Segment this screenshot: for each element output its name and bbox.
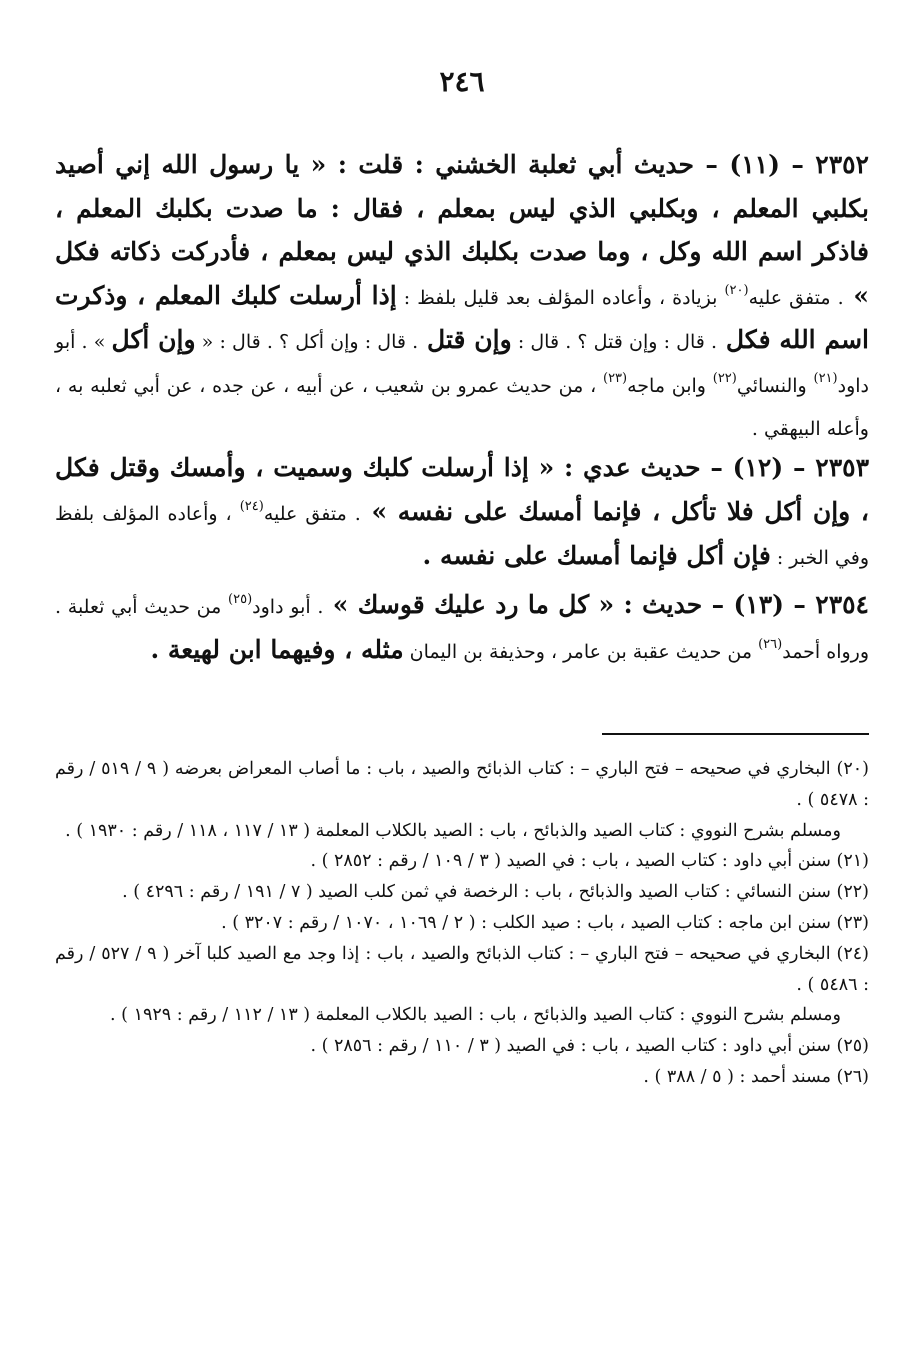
commentary-text: ، من حديث عمرو بن شعيب ، عن أبيه ، عن جده ، عن أبي ثعلبه به ، وأعله البيهقي . [55,374,869,440]
hadith-text-bold: فإن أكل فإنما أمسك على نفسه . [422,541,771,570]
hadith-text-bold: ٢٣٥٢ – (١١) – حديث أبي ثعلبة الخشني : قلت : « يا رسول الله إني أصيد بكلبي المعلم ، وبكلبي الذي ليس بمعلم ، فقال : ما صدت بكلبك المعلم ، فاذكر اسم الله وكل ، وما صدت بكلبك الذي ليس بمعلم ، فأدركت ذكاته فكل » [55,150,869,310]
footnote-ref: (٢١) [813,370,838,386]
hadith-text-bold: مثله ، وفيهما ابن لهيعة . [150,634,404,664]
footnote-separator [602,733,869,735]
commentary-text: من حديث أبي ثعلبة . ورواه أحمد [55,596,869,663]
commentary-text: . قال : وإن قتل ؟ . قال : [511,331,718,353]
page-number: ٢٤٦ [439,65,485,98]
commentary-text: ، وأعاده المؤلف بلفظ وفي الخبر : [55,502,869,569]
footnote-21: (٢١) سنن أبي داود : كتاب الصيد ، باب : في الصيد ( ٣ / ١٠٩ / رقم : ٢٨٥٢ ) . [310,851,869,872]
hadith-text-bold: إذا أرسلت كلبك المعلم ، وذكرت اسم الله فكل [55,280,869,354]
footnote-ref: (٢٦) [758,636,783,652]
hadith-text-bold: وإن أكل [111,325,196,354]
footnote-ref: (٢٠) [724,282,749,298]
commentary-text: بزيادة ، وأعاده المؤلف بعد قليل بلفظ : [396,286,725,309]
hadith-entry-2352 [55,144,869,451]
hadith-text-bold: ٢٣٥٤ – (١٣) – حديث : « كل ما رد عليك قوسك » [323,590,869,619]
footnote-20: (٢٠) البخاري في صحيحه – فتح الباري – : كتاب الذبائح والصيد ، باب : ما أصاب المعراض بعرضه ( ٩ / ٥١٩ / رقم : ٥٤٧٨ ) . [55,759,869,810]
footnote-24-continued: ومسلم بشرح النووي : كتاب الصيد والذبائح ، باب : الصيد بالكلاب المعلمة ( ١٣ / ١١٢ / رقم : ١٩٢٩ ) . [110,1005,841,1026]
footnote-ref: (٢٣) [602,370,628,386]
footnote-24: (٢٤) البخاري في صحيحه – فتح الباري – : كتاب الذبائح والصيد ، باب : إذا وجد مع الصيد كلبا آخر ( ٩ / ٥٢٧ / رقم : ٥٤٨٦ ) . [55,943,869,995]
commentary-text: من حديث عقبة بن عامر ، وحذيفة بن اليمان [403,640,759,663]
footnote-26: (٢٦) مسند أحمد : ( ٥ / ٣٨٨ ) . [643,1066,869,1087]
footnote-ref: (٢٤) [239,498,264,514]
commentary-text: وابن ماجه [627,374,713,397]
footnote-22: (٢٢) سنن النسائي : كتاب الصيد والذبائح ، باب : الرخصة في ثمن كلب الصيد ( ٧ / ١٩١ / رقم : ٤٢٩٦ ) . [122,882,869,903]
commentary-text: والنسائي [736,374,814,397]
footnote-25: (٢٥) سنن أبي داود : كتاب الصيد ، باب : في الصيد ( ٣ / ١١٠ / رقم : ٢٨٥٦ ) . [310,1036,869,1057]
commentary-text: » . أبو داود [55,331,869,397]
footnote-ref: (٢٢) [712,370,737,386]
hadith-text-bold: ٢٣٥٣ – (١٢) – حديث عدي : « إذا أرسلت كلبك وسميت ، وأمسك وقتل فكل ، وإن أكل فلا تأكل ، فإنما أمسك على نفسه » [55,453,869,526]
footnotes [55,754,869,1093]
commentary-text: . أبو داود [252,596,324,618]
footnote-20-continued: ومسلم بشرح النووي : كتاب الصيد والذبائح ، باب : الصيد بالكلاب المعلمة ( ١٣ / ١١٧ ، ١١٨ / رقم : ١٩٣٠ ) . [65,820,841,841]
hadith-entry-2354 [55,584,869,673]
footnote-23: (٢٣) سنن ابن ماجه : كتاب الصيد ، باب : صيد الكلب : ( ٢ / ١٠٦٩ ، ١٠٧٠ / رقم : ٣٢٠٧ ) . [221,912,869,933]
commentary-text: . قال : وإن أكل ؟ . قال : « [195,331,419,353]
footnote-ref: (٢٥) [228,592,253,607]
commentary-text: . متفق عليه [748,286,844,309]
commentary-text: . متفق عليه [263,502,361,525]
hadith-entry-2353 [55,447,869,580]
hadith-text-bold: وإن قتل [418,325,512,354]
